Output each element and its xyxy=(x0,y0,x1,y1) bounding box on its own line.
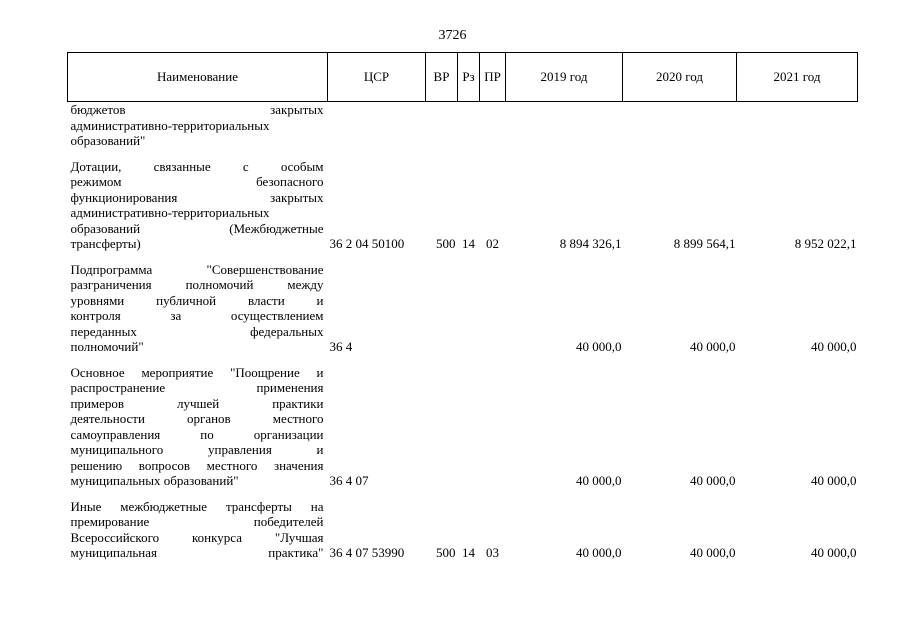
row-pr xyxy=(480,262,506,355)
row-rz: 14 xyxy=(462,236,475,251)
row-name-line: функционирования закрытых xyxy=(70,189,324,205)
budget-table xyxy=(67,52,858,561)
table-body xyxy=(68,102,858,561)
row-csr: 36 2 04 50100 xyxy=(329,236,405,251)
row-spacer-cell xyxy=(68,355,858,365)
row-2021: 8 952 022,1 xyxy=(794,236,857,251)
row-name-line: образований" xyxy=(70,133,146,148)
row-vr xyxy=(426,102,458,149)
row-name-line: самоуправления по организации xyxy=(70,426,324,442)
row-rz xyxy=(458,262,480,355)
header-name: Наименование xyxy=(68,53,328,102)
row-name-line: премирование победителей xyxy=(70,514,324,529)
row-name-line: полномочий" xyxy=(70,339,144,354)
table-header-row xyxy=(68,53,858,102)
row-spacer xyxy=(68,355,858,365)
row-2021: 40 000,0 xyxy=(811,545,857,560)
row-name-line: режимом безопасного xyxy=(70,174,324,189)
header-csr: ЦСР xyxy=(328,53,426,102)
row-name-line: переданных федеральных xyxy=(70,323,324,339)
row-name xyxy=(68,102,328,149)
row-2019 xyxy=(506,102,623,149)
row-2021 xyxy=(737,102,858,149)
row-rz: 14 xyxy=(462,545,475,560)
row-pr: 03 xyxy=(486,545,499,560)
row-name-line: примеров лучшей практики xyxy=(70,395,324,411)
row-2021: 40 000,0 xyxy=(811,473,857,488)
row-name-line: бюджетов закрытых xyxy=(70,102,324,117)
row-name-line: муниципальных образований" xyxy=(70,473,239,488)
row-spacer-cell xyxy=(68,489,858,499)
table-row xyxy=(68,365,858,489)
row-spacer xyxy=(68,252,858,262)
row-2020: 8 899 564,1 xyxy=(673,236,736,251)
row-vr: 500 xyxy=(436,545,456,560)
table-row xyxy=(68,262,858,355)
row-name-line: Дотации, связанные с особым xyxy=(70,158,324,174)
table-row xyxy=(68,499,858,561)
row-spacer-cell xyxy=(68,252,858,262)
row-csr: 36 4 xyxy=(329,339,353,354)
row-vr: 500 xyxy=(436,236,456,251)
row-name-line: разграничения полномочий между xyxy=(70,277,324,292)
row-2020: 40 000,0 xyxy=(690,545,736,560)
row-2020: 40 000,0 xyxy=(690,339,736,354)
header-pr: ПР xyxy=(480,53,506,102)
row-spacer xyxy=(68,489,858,499)
row-name-line: административно-территориальных xyxy=(70,117,270,133)
header-2021: 2021 год xyxy=(737,53,858,102)
row-2019: 40 000,0 xyxy=(576,339,622,354)
row-2021: 40 000,0 xyxy=(811,339,857,354)
row-name xyxy=(68,262,328,355)
header-vr: ВР xyxy=(426,53,458,102)
table-row xyxy=(68,159,858,252)
row-2020: 40 000,0 xyxy=(690,473,736,488)
row-name-line: решению вопросов местного значения xyxy=(70,457,324,473)
row-name-line: административно-территориальных xyxy=(70,205,270,220)
row-name-line: распространение применения xyxy=(70,380,324,395)
row-csr xyxy=(328,102,426,149)
header-2019: 2019 год xyxy=(506,53,623,102)
row-name xyxy=(68,159,328,252)
page-number: 3726 xyxy=(438,28,467,43)
row-name-line: деятельности органов местного xyxy=(70,411,324,426)
row-rz xyxy=(458,365,480,489)
row-name-line: муниципального управления и xyxy=(70,442,324,457)
row-spacer-cell xyxy=(68,149,858,159)
row-name-line: контроля за осуществлением xyxy=(70,308,324,323)
row-csr: 36 4 07 xyxy=(329,473,369,488)
row-pr xyxy=(480,365,506,489)
row-name-line: муниципальная практика" xyxy=(70,545,324,560)
row-2019: 40 000,0 xyxy=(576,545,622,560)
row-2019: 8 894 326,1 xyxy=(559,236,622,251)
row-pr xyxy=(480,102,506,149)
row-pr: 02 xyxy=(486,236,499,251)
row-name xyxy=(68,365,328,489)
row-2019: 40 000,0 xyxy=(576,473,622,488)
table-row xyxy=(68,102,858,149)
row-name xyxy=(68,499,328,561)
row-vr xyxy=(426,262,458,355)
row-vr xyxy=(426,365,458,489)
header-2020: 2020 год xyxy=(623,53,737,102)
row-name-line: Основное мероприятие "Поощрение и xyxy=(70,364,324,380)
row-2020 xyxy=(623,102,737,149)
row-name-line: уровнями публичной власти и xyxy=(70,292,324,308)
header-rz: Рз xyxy=(458,53,480,102)
row-name-line: трансферты) xyxy=(70,236,141,251)
row-csr: 36 4 07 53990 xyxy=(329,545,405,560)
row-name-line: Иные межбюджетные трансферты на xyxy=(70,498,324,514)
row-spacer xyxy=(68,149,858,159)
row-name-line: Подпрограмма "Совершенствование xyxy=(70,261,324,277)
row-name-line: Всероссийского конкурса "Лучшая xyxy=(70,529,324,545)
row-rz xyxy=(458,102,480,149)
row-name-line: образований (Межбюджетные xyxy=(70,220,324,236)
